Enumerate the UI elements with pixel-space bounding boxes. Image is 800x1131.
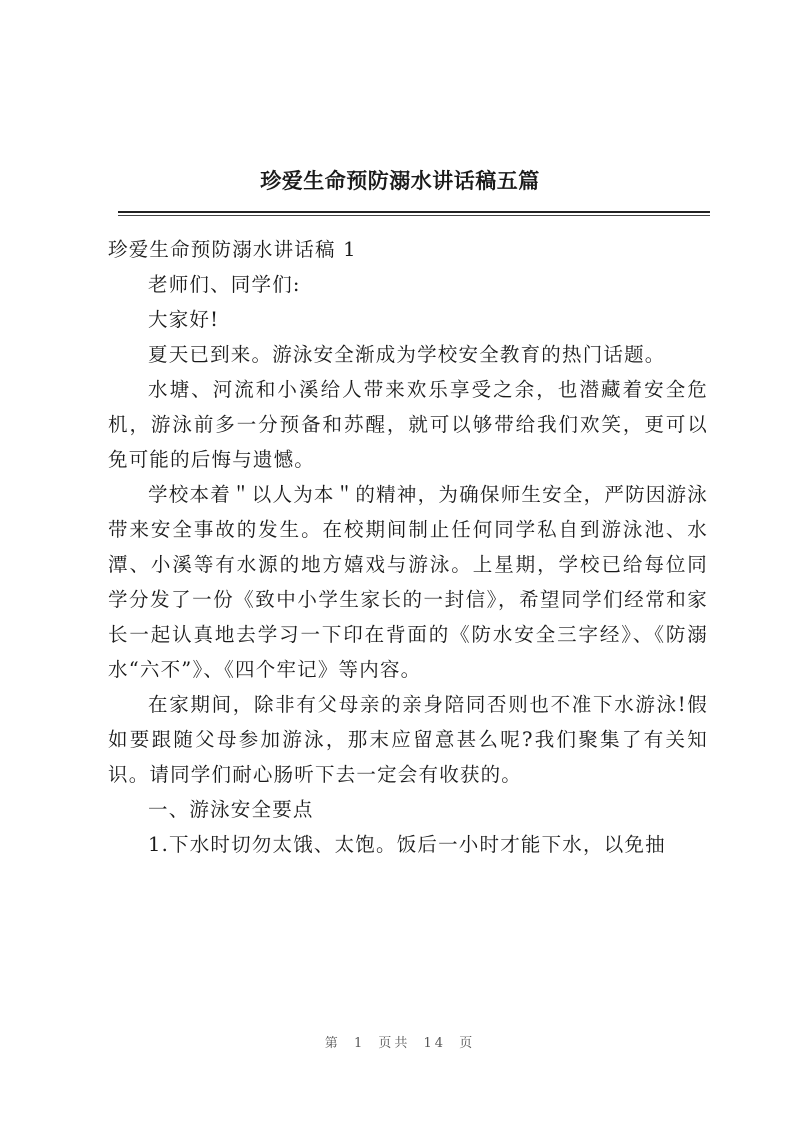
total-page-count: 14	[423, 1036, 447, 1051]
greeting: 大家好!	[148, 308, 220, 331]
document-body	[108, 232, 708, 862]
salutation: 老师们、同学们:	[148, 273, 301, 296]
title-divider-thin	[118, 215, 710, 216]
paragraph: 水塘、河流和小溪给人带来欢乐享受之余，也潜藏着安全危机，游泳前多一分预备和苏醒，就可以够带给我们欢笑，更可以免可能的后悔与遗憾。	[108, 378, 708, 471]
section-heading: 珍爱生命预防溺水讲话稿 1	[108, 238, 357, 261]
page-footer	[0, 1032, 800, 1051]
footer-label-pages: 页	[459, 1036, 476, 1051]
title-divider	[118, 211, 710, 213]
paragraph: 在家期间，除非有父母亲的亲身陪同否则也不准下水游泳!假如要跟随父母参加游泳，那末应留意甚么呢?我们聚集了有关知识。请同学们耐心肠听下去一定会有收获的。	[108, 693, 708, 786]
current-page-number: 1	[353, 1036, 366, 1051]
paragraph: 夏天已到来。游泳安全渐成为学校安全教育的热门话题。	[148, 343, 666, 366]
paragraph: 学校本着＂以人为本＂的精神，为确保师生安全，严防因游泳带来安全事故的发生。在校期间制止任何同学私自到游泳池、水潭、小溪等有水源的地方嬉戏与游泳。上星期，学校已给每位同学分发了一份《致中小学生家长的一封信》，希望同学们经常和家长一起认真地去学习一下印在背面的《防水安全三字经》、《防溺水“六不”》、《四个牢记》等内容。	[108, 483, 708, 681]
footer-label-of: 页共	[378, 1036, 411, 1051]
list-item: 1.下水时切勿太饿、太饱。饭后一小时才能下水，以免抽	[148, 833, 666, 856]
document-title: 珍爱生命预防溺水讲话稿五篇	[260, 168, 540, 193]
subsection-heading: 一、游泳安全要点	[148, 798, 314, 821]
footer-label-page: 第	[324, 1036, 341, 1051]
